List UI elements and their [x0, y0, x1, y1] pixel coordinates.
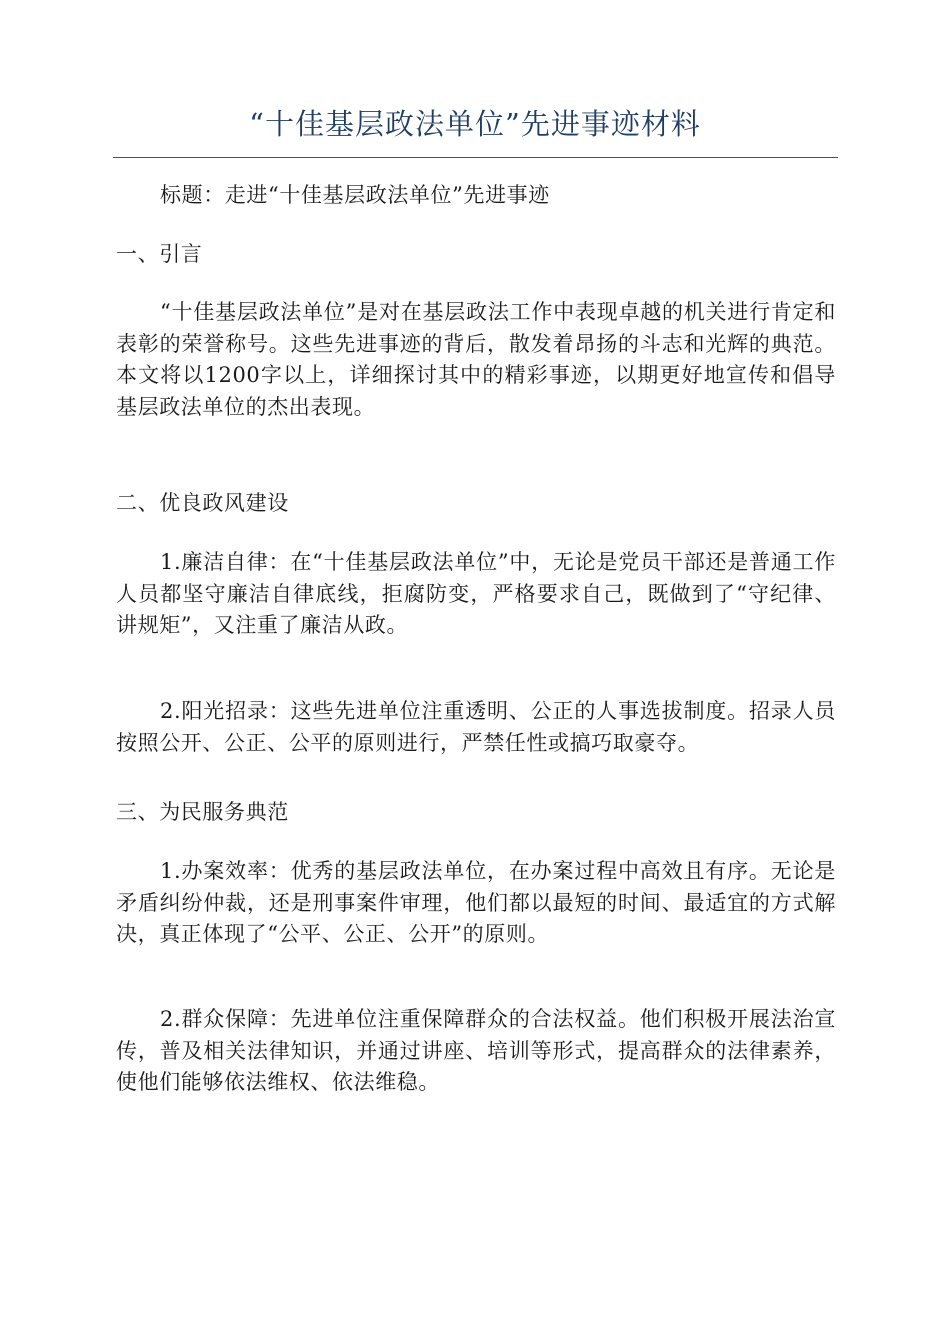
paragraph-recruitment: 2.阳光招录：这些先进单位注重透明、公正的人事选拔制度。招录人员按照公开、公正、公平的原则进行，严禁任性或搞巧取豪夺。 [116, 699, 836, 755]
document-subtitle: 标题：走进“十佳基层政法单位”先进事迹 [160, 183, 550, 207]
section-heading-service: 三、为民服务典范 [116, 800, 289, 824]
section-heading-introduction: 一、引言 [116, 242, 203, 266]
paragraph-efficiency: 1.办案效率：优秀的基层政法单位，在办案过程中高效且有序。无论是矛盾纠纷仲裁，还是刑事案件审理，他们都以最短的时间、最适宜的方式解决，真正体现了“公平、公正、公开”的原则。 [116, 859, 836, 946]
paragraph-public-protection: 2.群众保障：先进单位注重保障群众的合法权益。他们积极开展法治宣传，普及相关法律知识，并通过讲座、培训等形式，提高群众的法律素养，使他们能够依法维权、依法维稳。 [116, 1007, 836, 1094]
paragraph-integrity: 1.廉洁自律：在“十佳基层政法单位”中，无论是党员干部还是普通工作人员都坚守廉洁自律底线，拒腐防变，严格要求自己，既做到了“守纪律、讲规矩”，又注重了廉洁从政。 [116, 550, 836, 637]
section-heading-conduct: 二、优良政风建设 [116, 491, 289, 515]
document-title: “十佳基层政法单位”先进事迹材料 [249, 107, 701, 141]
paragraph-introduction: “十佳基层政法单位”是对在基层政法工作中表现卓越的机关进行肯定和表彰的荣誉称号。这些先进事迹的背后，散发着昂扬的斗志和光辉的典范。本文将以1200字以上，详细探讨其中的精彩事迹，以期更好地宣传和倡导基层政法单位的杰出表现。 [116, 300, 836, 419]
title-divider [113, 157, 838, 158]
